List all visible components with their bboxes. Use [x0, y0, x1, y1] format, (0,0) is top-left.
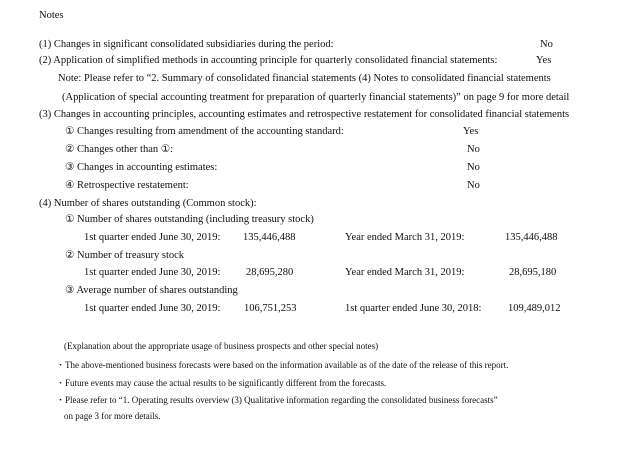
- treasury-stock-right-value: 28,695,180: [509, 267, 557, 278]
- note-2-label: (2) Application of simplified methods in accounting principle for quarterly consolidated financial statements:: [39, 55, 498, 66]
- treasury-stock-right-period: Year ended March 31, 2019:: [345, 267, 465, 278]
- shares-outstanding-label: ① Number of shares outstanding (including treasury stock): [65, 214, 314, 225]
- note-2-value: Yes: [536, 55, 552, 66]
- treasury-stock-left-value: 28,695,280: [246, 267, 294, 278]
- treasury-stock-label: ② Number of treasury stock: [65, 250, 185, 261]
- explanation-bullet-1: ・The above-mentioned business forecasts were based on the information available as of the date of the release of this report.: [56, 360, 509, 370]
- note-1-value: No: [540, 39, 553, 50]
- note-3-row-1-value: Yes: [463, 126, 479, 137]
- explanation-bullet-3: ・Please refer to “1. Operating results overview (3) Qualitative information regarding the consolidated business forecasts”: [56, 395, 498, 405]
- note-3-row-4-value: No: [467, 180, 480, 191]
- average-shares-right-period: 1st quarter ended June 30, 2018:: [345, 303, 482, 314]
- note-3-row-1-label: ① Changes resulting from amendment of the accounting standard:: [65, 126, 344, 137]
- shares-outstanding-left-period: 1st quarter ended June 30, 2019:: [84, 232, 221, 243]
- notes-title: Notes: [39, 10, 64, 21]
- note-2-note-line2: (Application of special accounting treatment for preparation of quarterly financial statements)” on page 9 for more detail: [62, 92, 570, 103]
- explanation-bullet-2: ・Future events may cause the actual results to be significantly different from the forecasts.: [56, 378, 387, 388]
- note-3-label: (3) Changes in accounting principles, accounting estimates and retrospective restatement for consolidated financial statements: [39, 109, 570, 120]
- explanation-bullet-3-continued: on page 3 for more details.: [64, 411, 161, 421]
- shares-outstanding-right-period: Year ended March 31, 2019:: [345, 232, 465, 243]
- average-shares-right-value: 109,489,012: [508, 303, 561, 314]
- note-3-row-2-value: No: [467, 144, 480, 155]
- explanation-heading: (Explanation about the appropriate usage of business prospects and other special notes): [64, 341, 379, 351]
- note-4-label: (4) Number of shares outstanding (Common stock):: [39, 198, 257, 209]
- treasury-stock-left-period: 1st quarter ended June 30, 2019:: [84, 267, 221, 278]
- note-3-row-2-label: ② Changes other than ①:: [65, 144, 174, 155]
- average-shares-left-period: 1st quarter ended June 30, 2019:: [84, 303, 221, 314]
- note-2-note-line1: Note: Please refer to “2. Summary of consolidated financial statements (4) Notes to consolidated financial statements: [58, 73, 551, 84]
- note-3-row-4-label: ④ Retrospective restatement:: [65, 180, 189, 191]
- note-3-row-3-label: ③ Changes in accounting estimates:: [65, 162, 218, 173]
- note-3-row-3-value: No: [467, 162, 480, 173]
- note-1-label: (1) Changes in significant consolidated subsidiaries during the period:: [39, 39, 334, 50]
- shares-outstanding-right-value: 135,446,488: [505, 232, 558, 243]
- average-shares-left-value: 106,751,253: [244, 303, 297, 314]
- shares-outstanding-left-value: 135,446,488: [243, 232, 296, 243]
- average-shares-label: ③ Average number of shares outstanding: [65, 285, 238, 296]
